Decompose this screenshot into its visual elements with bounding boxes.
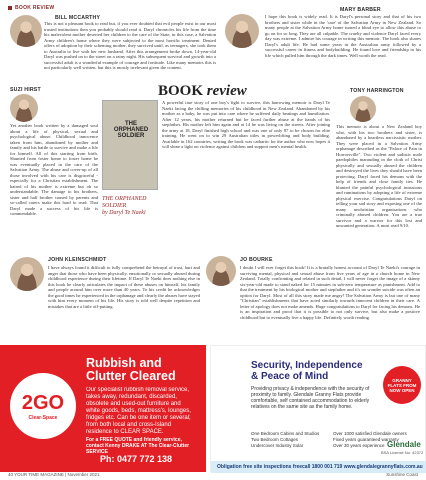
reviewer-name-tony: TONY HARRINGTON — [350, 88, 404, 94]
security-ad[interactable] — [210, 345, 426, 472]
rubbish-ad-body: Our specialist rubbish removal service, takes away, redundant, discarded, obsolete and used-out furniture and white goods, beds, mattress's, lounges, fridges etc. Can be one item or several; from both local and cross-Island residence to CLEAR SPACE. — [86, 387, 191, 433]
review-text-bill: This is not a pleasant book to read but, if you ever doubted that evil people exist in our most trusted institutions then you probably should read it. Daryl chronicles his life from the time his malevolent mother deserted her children to the care of the State, in this case, a Salvation Army children's home where they were subjected to the most horrific treatment. Denied offers of adoption by their scheming mother, they survived until, as teenagers, she took them to Australia to live with her new husband. After this arrangement broke down, 14-year-old Daryl was pushed on to the street on a rainy night. His subsequent survival and growth into a successful adult is a wonderful example of courage and fortitude. Like many memoirs this is not particularly well written, but this is mostly irrelevant given the content. — [44, 21, 216, 70]
security-ad-title: Security, Independence & Peace of Mind — [251, 360, 363, 382]
rubbish-ad[interactable] — [0, 345, 206, 472]
section-marker-icon — [8, 6, 12, 10]
footer-left: 40 YOUR TIME MAGAZINE | November 2021 — [8, 472, 100, 477]
bill-avatar — [10, 15, 42, 47]
book-cover: THE ORPHANED SOLDIER — [102, 100, 158, 190]
suzi-avatar — [10, 94, 38, 122]
mary-avatar — [225, 14, 259, 48]
footer-right: Sunshine Coast — [386, 472, 418, 477]
rubbish-ad-cta: For a FREE QUOTE and friendly service, contact Kenny DRAKE AT The Clear-Clutter SERVICE — [86, 437, 190, 455]
reviewer-name-suzi: SUZI HIRST — [10, 87, 41, 93]
review-text-mary: I hope this book is widely read. It is Daryl's personal story and that of his two brothers and sister while in the 'care' of the Salvation Army in New Zealand. So many people at the Salvation Army home turned a blind eye to allow this abuse to go on for so long. They are all culpable. The cruelty and violence Daryl faced every day was extreme. I admire his courage in writing this memoir. The book also shares Daryl's adult life. He had some years in the Australian army followed by a successful career in fitness and bodybuilding. He found love and friendship in his life which pulled him through the dark times. Well worth the read. — [265, 14, 421, 58]
security-ad-list-left: One Bedroom Cabins and Studios Two Bedroom Cottages Undercover Industry Solar — [251, 431, 320, 448]
book-summary: A powerful true story of one boy's fight to survive, this harrowing memoir is Daryl Te Naeki facing the chilling memories of his childhood in New Zealand. Abandoned by his mother as a baby, he was put into care where he suffered daily beatings and humiliation. After 12 years, his mother returned but he faced further abuse at the hands of his stepfather. His mother left him again and at 14 he was living on the streets. After joining the army at 18, Daryl finished high school and was one of only 87 to be chosen for elite training. He went on to win 29 Australian titles in powerlifting and body building. Available in 162 countries, writing the book was cathartic for the author who now hopes it will shine a light on violence against children and support men's mental health. — [162, 100, 330, 149]
book-caption: THE ORPHANED SOLDIER by Daryl Te Naeki — [102, 196, 147, 216]
clearspace-logo: 2GO Clear-Space — [10, 373, 76, 439]
review-text-john: I have always found it difficult to fully comprehend the betrayal of trust, hurt and anger that those who have been physically, emotionally or sexually abused during childhood experience during their lifetime. If Daryl Te Naeki does nothing else in this book he clearly articulates the impact of these abuses on himself, his family and people around him over more than 40 years. To his credit he acknowledges the good times he experienced in the orphanage and clearly the abuses have stayed with him every moment of his life. His story is told well despite repetition and mistakes that are a little off-putting. — [48, 265, 200, 309]
john-avatar — [10, 257, 44, 291]
book-review-heading: BOOK review — [158, 83, 247, 99]
security-ad-list-right: Over 1000 satisfied Glendale owners Fixed years guaranteed warranty Over 30 years experience — [333, 431, 407, 448]
glendale-logo: Glendale — [387, 440, 421, 449]
reviewer-name-jo: JO BOURKE — [240, 257, 273, 263]
rubbish-ad-title: Rubbish and Clutter Cleared — [86, 356, 176, 383]
review-text-suzi: Yet another book written by a damaged soul about a life of physical, sexual and psychological abuse. Childhood innocence taken from him, abandoned by mother and family and his battle to survive and make a life for himself. All of this starting from birth. Shunted from foster home to foster home he was eventually placed in the care of the Salvation Army. The abuse and cover-up of all those involved with his care is disgraceful - especially for a Christian establishment. The hatred of his mother is extreme but oh so understandable. The damage to his brothers, sister and half brother caused by parents and so-called carers make this hard to read. That Daryl made a success of his life is commendable. — [10, 123, 98, 216]
bsa-license: BSA License No. 42372 — [381, 450, 424, 455]
security-ad-strip[interactable]: Obligation free site inspections freecall 1800 001 719 www.glendalegrannyflats.com.au — [211, 461, 426, 473]
granny-flats-badge: GRANNY FLATS FROM NOW OPEN — [383, 366, 421, 404]
tony-avatar — [350, 96, 376, 122]
security-ad-body: Providing privacy & independence with the security of proximity to family. Glendale Granny Flats provide comfortable, self contained accommodation to elderly relatives on the same site as the family home. — [251, 386, 370, 410]
reviewer-name-john: JOHN KLEINSCHMIDT — [48, 257, 107, 263]
section-header: BOOK REVIEW — [8, 5, 54, 11]
rubbish-ad-phone[interactable]: Ph: 0477 772 138 — [100, 454, 173, 464]
review-text-tony: This memoir is about a New Zealand boy who, with his two brothers and sister, is abandoned by a heartless narcissistic mother. They were placed in a Salvation Army orphanage described as the "Palace of Pain in Horrorsville". Two violent and sadistic male paedophiles marauding in the cloth of Christ physically and sexually abused the children and destroyed the lives they should have been protecting. Daryl faced his demons with the help of friends and close family ties. He blunted the painful psychological intrusions and ruminations by adopting a life of extreme physical exercise. Congratulations Daryl on telling your sad story and exposing one of the many unchristian organisations who criminally abused children. You are a true survivor and a warrior for this lost and unwanted generation. A must read 9/10. — [336, 124, 422, 228]
jo-avatar — [206, 256, 236, 286]
reviewer-name-mary: MARY BARBER — [340, 7, 381, 13]
review-text-jo: I doubt I will ever forget this book! It is a brutally honest account of Daryl Te Naeki's courage in surviving mental, physical and sexual abuse from five years of age in a church home in New Zealand. Totally confronting and related in such detail, I will never forget the image of a skinny six-year-old made to stand naked for 15 minutes in sub-zero temperature as punishment. Add to that the treatment by his biological mother and stepfather and it's no wonder suicide was often an option for Daryl. Most of all this story made me angry! The Salvation Army is but one of many "Christian" establishments that have acted similarly towards innocent children in their care. A letter of apology does not make amends. Huge congratulations to Daryl for facing his demons. He is an inspiration and proof that it is possible to not only survive, but also make a positive childhood but to eventually live a happy life. Definitely worth reading. — [240, 265, 420, 320]
reviewer-name-bill: BILL MCCARTHY — [55, 15, 101, 21]
